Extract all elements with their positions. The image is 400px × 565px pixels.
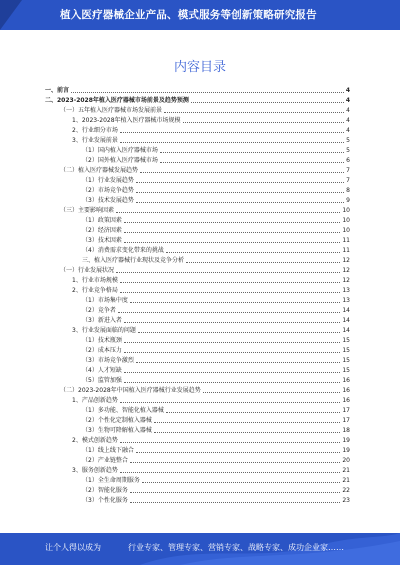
toc-entry-page: 4 — [346, 127, 350, 134]
toc-entry[interactable] — [82, 336, 350, 345]
toc-entry-page: 10 — [342, 207, 350, 214]
toc-entry-label: （3）技术因素 — [82, 237, 122, 244]
toc-entry-page: 23 — [342, 497, 350, 504]
toc-leader-dots — [120, 441, 341, 443]
toc-entry[interactable] — [82, 376, 350, 385]
toc-entry-label: （1）市场集中度 — [82, 297, 128, 304]
toc-leader-dots — [142, 481, 341, 483]
toc-entry-page: 22 — [342, 487, 350, 494]
toc-leader-dots — [136, 201, 344, 203]
toc-entry-label: （二）2023-2028年中国植入医疗器械行业发展趋势 — [60, 387, 201, 394]
toc-entry-label: （3）技术发展趋势 — [82, 197, 134, 204]
toc-entry[interactable] — [45, 96, 350, 105]
toc-entry[interactable] — [82, 176, 350, 185]
toc-entry-page: 4 — [345, 87, 350, 94]
header-bar — [0, 0, 400, 30]
toc-leader-dots — [124, 381, 341, 383]
toc-entry-page: 16 — [342, 397, 350, 404]
toc-leader-dots — [186, 261, 340, 263]
toc-entry-page: 8 — [346, 187, 350, 194]
toc-entry-page: 16 — [342, 387, 350, 394]
toc-entry[interactable] — [72, 286, 350, 295]
toc-leader-dots — [120, 401, 341, 403]
toc-entry[interactable] — [82, 496, 350, 505]
toc-leader-dots — [154, 431, 341, 433]
toc-entry-page: 19 — [342, 437, 350, 444]
toc-entry[interactable] — [82, 446, 350, 455]
toc-entry[interactable] — [60, 386, 350, 395]
toc-leader-dots — [118, 311, 341, 313]
toc-entry[interactable] — [82, 216, 350, 225]
toc-entry-label: 2、行业细分市场 — [72, 127, 118, 134]
toc-entry[interactable] — [82, 456, 350, 465]
toc-leader-dots — [120, 291, 341, 293]
toc-entry-page: 13 — [342, 287, 350, 294]
toc-leader-dots — [136, 181, 344, 183]
toc-entry[interactable] — [60, 106, 350, 115]
toc-entry-label: 3、服务创新趋势 — [72, 467, 118, 474]
toc-entry-label: （2）国外植入医疗器械市场 — [82, 157, 158, 164]
toc-entry-label: （1）技术瓶颈 — [82, 337, 122, 344]
toc-entry-label: （3）个性化服务 — [82, 497, 128, 504]
toc-leader-dots — [130, 301, 341, 303]
toc-entry[interactable] — [82, 156, 350, 165]
toc-entry-label: （2）经济因素 — [82, 227, 122, 234]
toc-leader-dots — [136, 361, 341, 363]
toc-leader-dots — [124, 221, 341, 223]
toc-entry-label: （1）行业发展趋势 — [82, 177, 134, 184]
toc-entry-label: （3）新进入者 — [82, 317, 122, 324]
report-title: 植入医疗器械企业产品、模式服务等创新策略研究报告 — [60, 9, 317, 21]
toc-entry[interactable] — [45, 86, 350, 95]
toc-entry-page: 17 — [342, 417, 350, 424]
toc-entry-page: 12 — [342, 267, 350, 274]
toc-entry-label: 三、植入医疗器械行业现状及竞争分析 — [82, 257, 185, 264]
toc-leader-dots — [160, 151, 344, 153]
toc-entry-label: （一）行业发展状况 — [60, 267, 115, 274]
toc-entry[interactable] — [72, 136, 350, 145]
toc-entry-page: 12 — [342, 257, 350, 264]
toc-entry-label: （1）线上线下融合 — [82, 447, 134, 454]
toc-entry-page: 10 — [342, 217, 350, 224]
toc-leader-dots — [166, 411, 341, 413]
toc-leader-dots — [130, 501, 341, 503]
toc-leader-dots — [71, 91, 344, 93]
footer-slogan-roles: 行业专家、管理专家、营销专家、战略专家、成功企业家…… — [128, 543, 344, 552]
toc-entry-page: 5 — [346, 147, 350, 154]
toc-entry-label: 3、行业发展面临的问题 — [72, 327, 136, 334]
toc-entry-page: 4 — [345, 97, 350, 104]
toc-leader-dots — [124, 241, 341, 243]
toc-leader-dots — [116, 271, 340, 273]
toc-entry-page: 13 — [342, 297, 350, 304]
toc-entry-page: 18 — [342, 427, 350, 434]
toc-leader-dots — [124, 371, 341, 373]
toc-leader-dots — [124, 341, 341, 343]
toc-entry-label: （1）国内植入医疗器械市场 — [82, 147, 158, 154]
toc-entry-page: 19 — [342, 447, 350, 454]
toc-entry-label: （2）产业链整合 — [82, 457, 128, 464]
toc-entry-label: （4）消费需求变化带来的挑战 — [82, 247, 164, 254]
toc-leader-dots — [130, 461, 341, 463]
toc-entry-label: 1、产品创新趋势 — [72, 397, 118, 404]
toc-entry[interactable] — [60, 206, 350, 215]
toc-leader-dots — [124, 351, 341, 353]
toc-entry[interactable] — [82, 406, 350, 415]
toc-entry-label: 2、行业竞争格局 — [72, 287, 118, 294]
toc-leader-dots — [138, 331, 341, 333]
toc-entry[interactable] — [82, 426, 350, 435]
toc-entry-label: 1、行业市场规模 — [72, 277, 118, 284]
toc-entry-label: 二、2023-2028年植入医疗器械市场前景及趋势预测 — [45, 97, 189, 104]
toc-leader-dots — [124, 231, 341, 233]
toc-entry-label: （5）监管加强 — [82, 377, 122, 384]
toc-entry-page: 11 — [342, 237, 350, 244]
toc-entry-page: 4 — [346, 107, 350, 114]
toc-entry-page: 15 — [342, 357, 350, 364]
toc-entry[interactable] — [72, 436, 350, 445]
toc-entry-page: 21 — [342, 467, 350, 474]
toc-entry-page: 15 — [342, 347, 350, 354]
toc-entry[interactable] — [82, 476, 350, 485]
footer-slogan: 让个人得以成为 — [45, 543, 101, 552]
toc-leader-dots — [164, 111, 344, 113]
toc-leader-dots — [120, 131, 344, 133]
toc-entry-page: 14 — [342, 327, 350, 334]
toc-entry[interactable] — [82, 256, 350, 265]
toc-entry-page: 15 — [342, 367, 350, 374]
toc-entry-page: 20 — [342, 457, 350, 464]
toc-entry[interactable] — [82, 186, 350, 195]
toc-entry[interactable] — [82, 356, 350, 365]
toc-entry-label: （2）智能化服务 — [82, 487, 128, 494]
toc-entry[interactable] — [60, 266, 350, 275]
toc-entry[interactable] — [72, 396, 350, 405]
toc-entry-label: 一、前言 — [45, 87, 70, 94]
footer-bar — [0, 533, 400, 565]
toc-entry-label: （三）主要影响因素 — [60, 207, 115, 214]
toc-entry-page: 15 — [342, 337, 350, 344]
toc-entry-label: （2）成本压力 — [82, 347, 122, 354]
toc-entry-label: （4）人才短缺 — [82, 367, 122, 374]
toc-leader-dots — [130, 491, 341, 493]
toc-entry[interactable] — [82, 196, 350, 205]
toc-entry-page: 14 — [342, 317, 350, 324]
toc-leader-dots — [203, 391, 341, 393]
toc-entry[interactable] — [82, 346, 350, 355]
toc-leader-dots — [140, 171, 344, 173]
toc-entry-label: （一）五年植入医疗器械市场发展前景 — [60, 107, 163, 114]
toc-entry-label: （2）市场竞争趋势 — [82, 187, 134, 194]
toc-entry-page: 10 — [342, 227, 350, 234]
toc-leader-dots — [166, 251, 341, 253]
toc-heading: 内容目录 — [173, 60, 226, 75]
toc-entry-page: 21 — [342, 477, 350, 484]
toc-entry-label: （2）个性化定制植入器械 — [82, 417, 152, 424]
toc-entry[interactable] — [82, 296, 350, 305]
toc-entry[interactable] — [82, 226, 350, 235]
toc-entry-label: 1、2023-2028年植入医疗器械市场规模 — [72, 117, 181, 124]
toc-entry-label: （3）生物可降解植入器械 — [82, 427, 152, 434]
toc-entry[interactable] — [82, 416, 350, 425]
toc-entry-page: 9 — [346, 197, 350, 204]
toc-entry-label: （1）全生命周期服务 — [82, 477, 140, 484]
toc-entry[interactable] — [82, 146, 350, 155]
toc-leader-dots — [136, 191, 344, 193]
toc-entry-page: 17 — [342, 407, 350, 414]
toc-entry[interactable] — [60, 166, 350, 175]
header-stripe — [0, 0, 22, 30]
toc-entry[interactable] — [82, 246, 350, 255]
toc-entry-page: 7 — [346, 167, 350, 174]
toc-entry[interactable] — [72, 126, 350, 135]
toc-leader-dots — [120, 281, 341, 283]
toc-entry-label: （1）多功能、智能化植入器械 — [82, 407, 164, 414]
toc-entry[interactable] — [82, 316, 350, 325]
toc-leader-dots — [124, 321, 341, 323]
toc-entry[interactable] — [72, 276, 350, 285]
toc-entry-page: 6 — [346, 157, 350, 164]
toc-entry[interactable] — [82, 306, 350, 315]
toc-entry[interactable] — [82, 236, 350, 245]
toc-leader-dots — [136, 451, 341, 453]
toc-entry-label: （二）植入医疗器械发展趋势 — [60, 167, 139, 174]
toc-leader-dots — [191, 101, 344, 103]
toc-entry-page: 12 — [342, 277, 350, 284]
toc-leader-dots — [116, 211, 340, 213]
toc-leader-dots — [154, 421, 341, 423]
toc-entry-page: 11 — [342, 247, 350, 254]
toc-entry-label: 3、行业发展前景 — [72, 137, 118, 144]
toc-entry-label: （3）市场竞争激烈 — [82, 357, 134, 364]
toc-leader-dots — [120, 471, 341, 473]
toc-entry[interactable] — [72, 466, 350, 475]
toc-entry-page: 14 — [342, 307, 350, 314]
toc-entry[interactable] — [82, 366, 350, 375]
toc-leader-dots — [183, 121, 345, 123]
toc-leader-dots — [160, 161, 344, 163]
toc-entry-page: 5 — [346, 137, 350, 144]
toc-leader-dots — [120, 141, 344, 143]
toc-entry-page: 16 — [342, 377, 350, 384]
toc-entry-label: 2、模式创新趋势 — [72, 437, 118, 444]
toc-entry[interactable] — [72, 116, 350, 125]
toc-entry[interactable] — [82, 486, 350, 495]
toc-entry[interactable] — [72, 326, 350, 335]
toc-entry-label: （2）竞争者 — [82, 307, 116, 314]
toc-entry-page: 7 — [346, 177, 350, 184]
toc-entry-label: （1）政策因素 — [82, 217, 122, 224]
toc-entry-page: 4 — [346, 117, 350, 124]
